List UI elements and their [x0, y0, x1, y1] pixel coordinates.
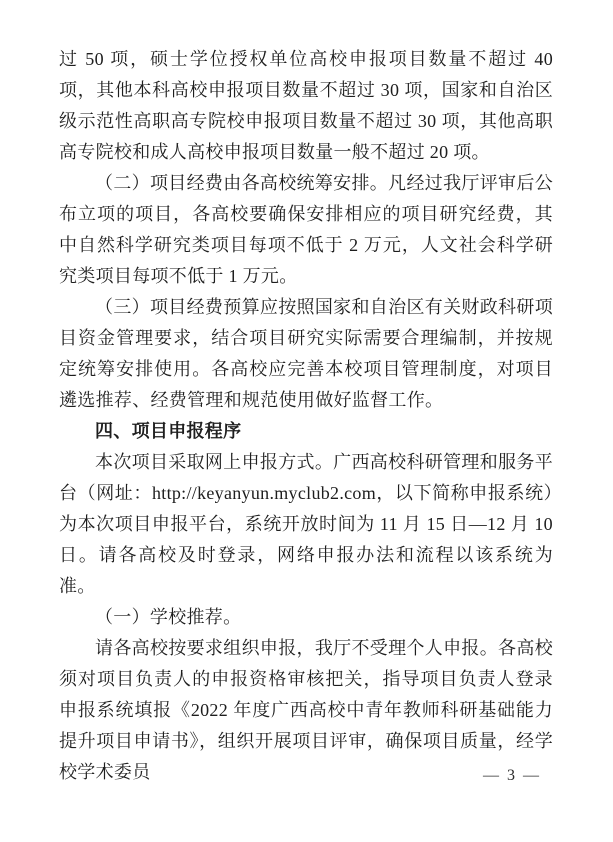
paragraph-funding-arrangement: （二）项目经费由各高校统筹安排。凡经过我厅评审后公布立项的项目，各高校要确保安排相应的项目研究经费，其中自然科学研究类项目每项不低于 2 万元，人文社会科学研究类项目每项不低于 1 万元。	[59, 173, 553, 286]
paragraph-school-recommendation-subheading: （一）学校推荐。	[95, 607, 242, 627]
paragraph-online-application-platform: 本次项目采取网上申报方式。广西高校科研管理和服务平台（网址：http://keyanyun.myclub2.com，以下简称申报系统）为本次项目申报平台，系统开放时间为 11 月 15 日—12 月 10 日。请各高校及时登录，网络申报办法和流程以该系统为准。	[59, 452, 553, 596]
paragraph-budget-management: （三）项目经费预算应按照国家和自治区有关财政科研项目资金管理要求，结合项目研究实际需要合理编制，并按规定统筹安排使用。各高校应完善本校项目管理制度，对项目遴选推荐、经费管理和规范使用做好监督工作。	[59, 297, 553, 410]
page-number: — 3 —	[483, 767, 541, 784]
paragraph-school-recommendation-detail: 请各高校按要求组织申报，我厅不受理个人申报。各高校须对项目负责人的申报资格审核把关，指导项目负责人登录申报系统填报《2022 年度广西高校中青年教师科研基础能力提升项目申请书》，组织开展项目评审，确保项目质量，经学校学术委员	[59, 638, 553, 782]
document-body	[59, 44, 553, 788]
paragraph-quota-limits: 过 50 项，硕士学位授权单位高校申报项目数量不超过 40 项，其他本科高校申报项目数量不超过 30 项，国家和自治区级示范性高职高专院校申报项目数量不超过 30 项，其他高职高专院校和成人高校申报项目数量一般不超过 20 项。	[59, 49, 553, 162]
section-heading-application-procedure: 四、项目申报程序	[95, 421, 242, 441]
